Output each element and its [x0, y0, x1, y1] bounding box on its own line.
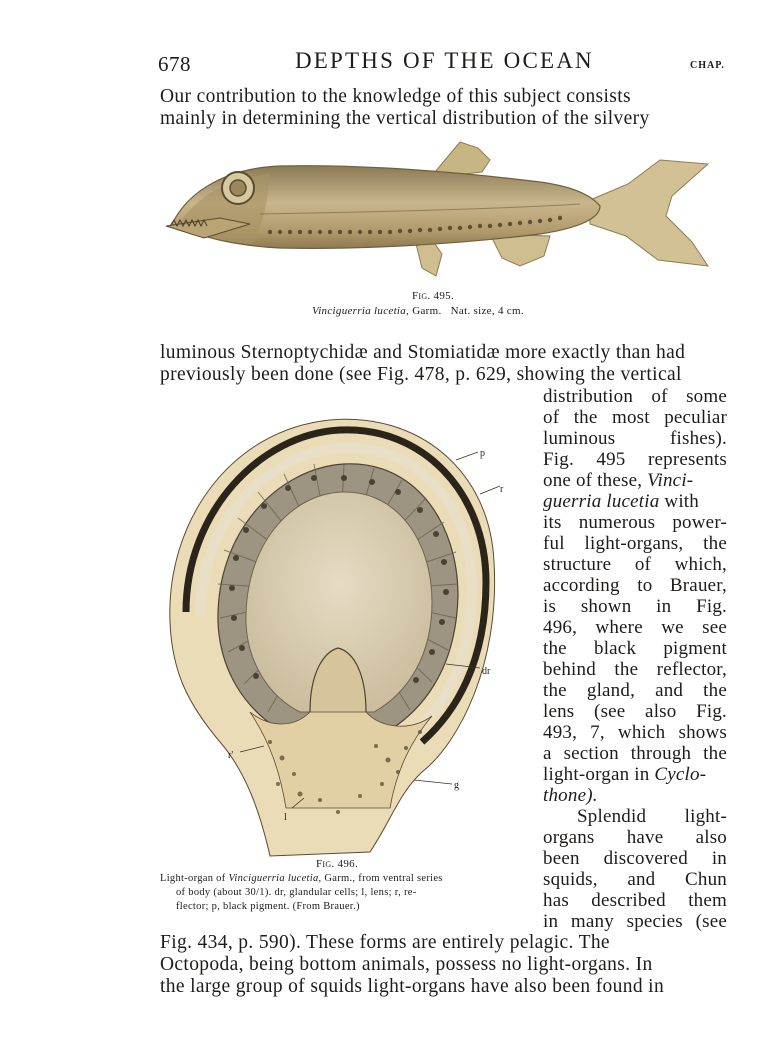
column-line: Splendid light-: [577, 806, 727, 827]
label-p: p: [480, 448, 485, 459]
column-text: light-organ in: [543, 764, 650, 785]
label-g: g: [454, 780, 459, 791]
column-line: [543, 491, 727, 513]
column-italic: guerria lucetia: [543, 491, 660, 512]
body-line: luminous Sternoptychidæ and Stomiatidæ more exactly than had: [160, 342, 686, 363]
column-line: 496, where we see: [543, 617, 727, 638]
figure-496-caption-line: of body (about 30/1). dr, glandular cells; l, lens; r, re-: [176, 887, 417, 898]
column-line: squids, and Chun: [543, 869, 727, 890]
column-line: been discovered in: [543, 848, 727, 869]
column-line: lens (see also Fig.: [543, 701, 727, 722]
figure-495-label: Fig. 495.: [412, 290, 455, 302]
page-number: 678: [158, 52, 191, 76]
figure-496-caption-line: flector; p, black pigment. (From Brauer.): [176, 901, 360, 912]
body-line: previously been done (see Fig. 478, p. 629, showing the vertical: [160, 364, 682, 385]
column-line: [543, 764, 727, 786]
column-line: the gland, and the: [543, 680, 727, 701]
body-line: Octopoda, being bottom animals, possess no light-organs. In: [160, 954, 653, 975]
caption-species: Vinciguerria lucetia: [228, 873, 319, 884]
body-line: Fig. 434, p. 590). These forms are entirely pelagic. The: [160, 932, 610, 953]
column-line: structure of which,: [543, 554, 727, 575]
figure-496-caption-line: [160, 873, 443, 884]
caption-text: , Garm., from ventral series: [318, 873, 443, 884]
figure-495-size: Nat. size, 4 cm.: [450, 305, 524, 317]
figure-495-species: Vinciguerria lucetia: [312, 305, 407, 317]
body-line: Our contribution to the knowledge of this subject consists: [160, 86, 631, 107]
figure-495-caption: [312, 305, 524, 317]
column-line: has described them: [543, 890, 727, 911]
chapter-marker: CHAP.: [690, 60, 725, 71]
column-line: [543, 785, 727, 807]
column-line: according to Brauer,: [543, 575, 727, 596]
figure-495-author: , Garm.: [406, 305, 442, 317]
column-italic: Vinci-: [647, 470, 694, 491]
fish-illustration: [160, 138, 720, 286]
column-italic: Cyclo-: [654, 764, 707, 785]
column-line: a section through the: [543, 743, 727, 764]
column-line: the black pigment: [543, 638, 727, 659]
column-text: one of these,: [543, 470, 643, 491]
column-text: with: [659, 491, 699, 512]
label-r: r: [500, 484, 504, 495]
label-r-prime: r': [228, 750, 234, 761]
column-line: of the most peculiar: [543, 407, 727, 428]
caption-text: Light-organ of: [160, 873, 229, 884]
label-dr: dr: [482, 666, 491, 677]
column-line: ful light-organs, the: [543, 533, 727, 554]
body-line: mainly in determining the vertical distribution of the silvery: [160, 108, 650, 129]
figure-496-label: Fig. 496.: [316, 858, 359, 870]
column-line: is shown in Fig.: [543, 596, 727, 617]
column-line: its numerous power-: [543, 512, 727, 533]
column-line: organs have also: [543, 827, 727, 848]
label-l: l: [284, 812, 287, 823]
running-title: DEPTHS OF THE OCEAN: [295, 48, 594, 73]
column-italic: thone).: [543, 785, 598, 806]
column-line: in many species (see: [543, 911, 727, 932]
column-line: Fig. 495 represents: [543, 449, 727, 470]
column-line: [543, 470, 727, 492]
light-organ-illustration: [160, 412, 510, 858]
column-line: distribution of some: [543, 386, 727, 407]
column-line: luminous fishes).: [543, 428, 727, 449]
body-line: the large group of squids light-organs have also been found in: [160, 976, 665, 997]
column-line: behind the reflector,: [543, 659, 727, 680]
column-line: 493, 7, which shows: [543, 722, 727, 743]
